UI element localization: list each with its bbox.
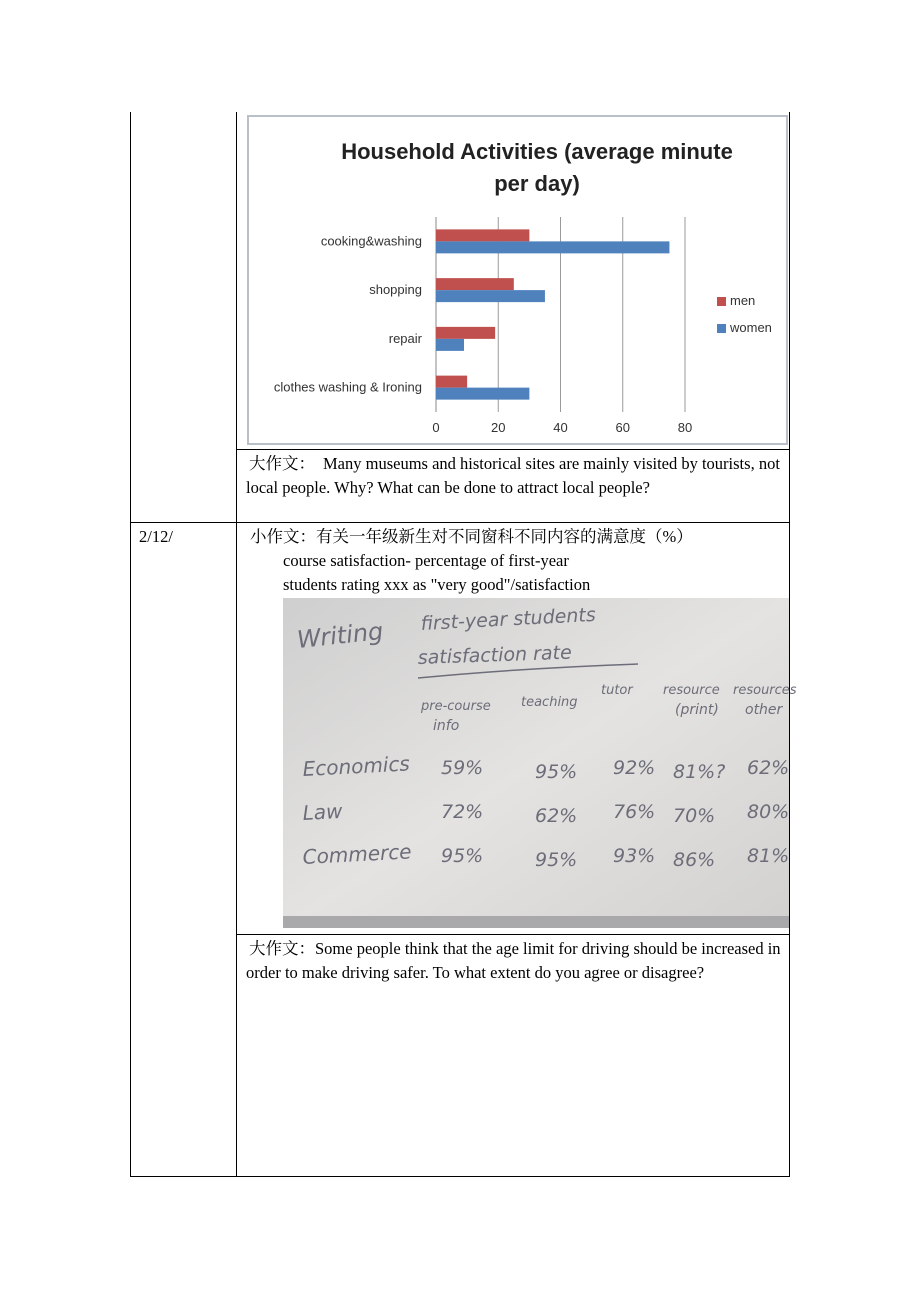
hw-cell-value: 81%? (673, 761, 726, 783)
chart-category-label: cooking&washing (320, 233, 422, 249)
hw-row-label: Economics (302, 751, 411, 781)
hw-heading-line1: first-year students (420, 603, 597, 635)
chart-legend-label-men: men (730, 293, 756, 308)
hw-column-header: pre-course (421, 699, 491, 714)
chart-category-label: shopping (369, 282, 422, 298)
table-column-divider (236, 112, 237, 1177)
hw-cell-value: 92% (613, 757, 656, 779)
row2-large-essay (246, 937, 782, 985)
hw-column-header: tutor (601, 683, 633, 698)
row1-large-essay (246, 452, 782, 500)
chart-bar-men (436, 278, 514, 290)
hw-column-header: resources (733, 683, 797, 698)
hw-cell-value: 95% (535, 761, 578, 783)
hw-column-header: resource (663, 683, 720, 698)
row2-date: 2/12/ (139, 527, 173, 546)
table-bottom-border (130, 1176, 790, 1177)
hw-cell-value: 86% (673, 849, 716, 871)
hw-cell-value: 80% (747, 801, 790, 823)
chart-tick-labels (432, 420, 692, 435)
chart-bar-women (436, 290, 545, 302)
hw-cell-value: 62% (747, 757, 790, 779)
chart-tick-label: 20 (491, 420, 506, 435)
large-essay-label: 大作文： (249, 454, 315, 473)
household-activities-chart (247, 115, 788, 445)
chart-legend (717, 293, 772, 335)
chart-bar-men (436, 229, 529, 241)
chart-category-labels (274, 233, 423, 394)
chart-legend-swatch-men (717, 297, 726, 306)
chart-bar-women (436, 339, 464, 351)
chart-bar-men (436, 376, 467, 388)
chart-bar-women (436, 241, 669, 253)
chart-legend-swatch-women (717, 324, 726, 333)
hw-column-header-line2: other (745, 702, 783, 718)
chart-tick-label: 60 (615, 420, 630, 435)
row-divider (130, 522, 790, 523)
small-essay-desc-line1: course satisfaction- percentage of first-year (283, 551, 569, 570)
large-essay-text: Many museums and historical sites are mainly visited by tourists, not local people. Why? What can be done to attract local people? (246, 454, 780, 497)
hw-heading-left: Writing (295, 617, 385, 654)
hw-cell-value: 95% (441, 845, 484, 867)
chart-tick-label: 0 (432, 420, 440, 435)
hw-row-label: Commerce (302, 839, 413, 869)
chart-tick-label: 80 (677, 420, 693, 435)
hw-cell-value: 62% (535, 805, 578, 827)
large-essay-text: Some people think that the age limit for driving should be increased in order to make driving safer. To what extent do you agree or disagree? (246, 939, 781, 982)
table-right-border (789, 112, 790, 1177)
chart-bars (436, 229, 669, 399)
chart-title-line1: Household Activities (average minute (341, 139, 733, 164)
hw-cell-value: 81% (747, 845, 790, 867)
chart-title-line2: per day) (494, 171, 580, 196)
hw-cell-value: 76% (613, 801, 656, 823)
small-essay-desc-line2: students rating xxx as "very good"/satisfaction (283, 575, 591, 594)
hw-cell-value: 95% (535, 849, 578, 871)
chart-legend-label-women: women (730, 320, 772, 335)
hw-heading-line2: satisfaction rate (417, 641, 573, 669)
handwritten-table-drawing (283, 598, 797, 928)
small-essay-title-cn: 有关一年级新生对不同窗科不同内容的满意度（%） (316, 527, 693, 546)
hw-row-label: Law (302, 798, 343, 825)
row1-inner-divider (236, 449, 790, 450)
hw-column-header-line2: info (433, 718, 460, 734)
hw-cell-value: 59% (441, 757, 484, 779)
handwritten-table-photo (283, 598, 797, 928)
chart-bar-men (436, 327, 495, 339)
small-essay-label: 小作文： (250, 527, 316, 546)
hw-column-header-line2: (print) (675, 702, 719, 718)
row2-inner-divider (236, 934, 790, 935)
hw-column-header: teaching (521, 695, 578, 710)
table-surface-edge (283, 916, 789, 928)
table-left-border (130, 112, 131, 1177)
large-essay-label: 大作文： (249, 939, 315, 958)
chart-category-label: clothes washing & Ironing (273, 379, 422, 395)
chart-canvas (249, 117, 786, 443)
chart-category-label: repair (388, 330, 422, 346)
chart-bar-women (436, 388, 529, 400)
hw-cell-value: 70% (673, 805, 716, 827)
hw-cell-value: 72% (441, 801, 484, 823)
hw-cell-value: 93% (613, 845, 656, 867)
row2-small-essay-title (250, 525, 786, 549)
chart-tick-label: 40 (553, 420, 568, 435)
